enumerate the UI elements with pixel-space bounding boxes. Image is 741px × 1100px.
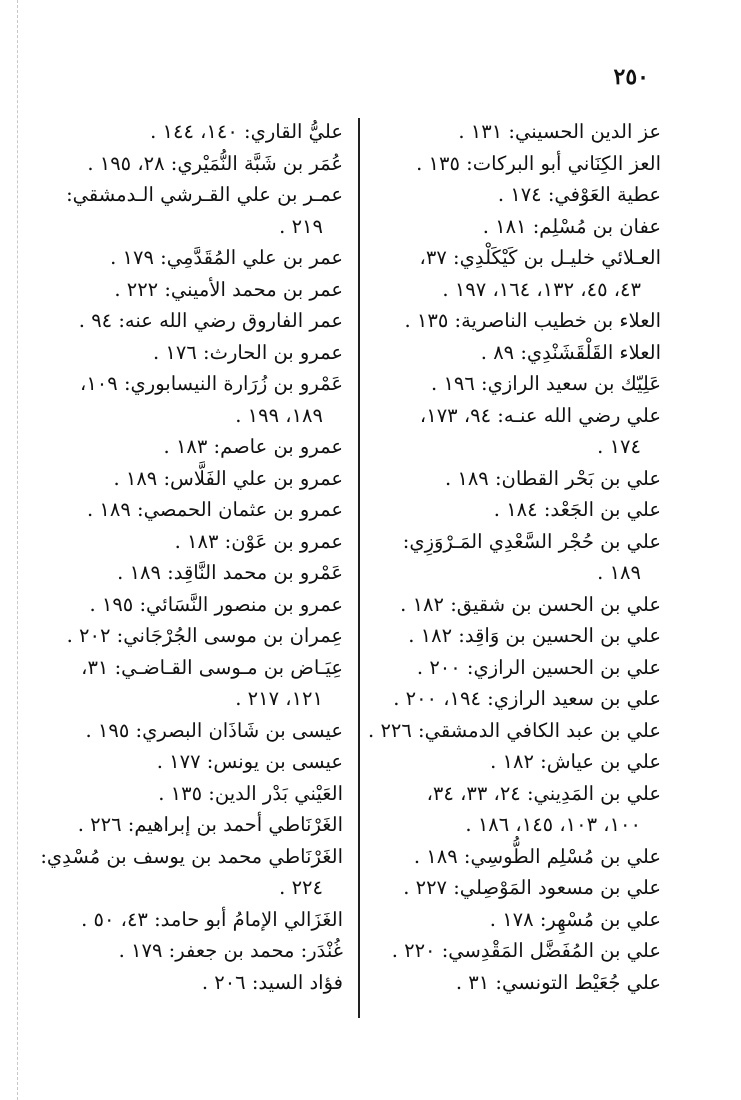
entry-line: عِيَـاض بن مـوسى القـاضـي: ٣١، bbox=[81, 655, 343, 679]
index-entry bbox=[43, 116, 343, 148]
index-entry bbox=[361, 463, 661, 495]
index-entry bbox=[43, 305, 343, 337]
index-entry bbox=[361, 337, 661, 369]
entry-line: غُنْدَر: محمد بن جعفر: ١٧٩ . bbox=[118, 939, 343, 962]
index-entry bbox=[361, 526, 661, 589]
entry-line: علي بن مُسْهِر: ١٧٨ . bbox=[489, 907, 661, 931]
entry-line: عمرو بن عاصم: ١٨٣ . bbox=[163, 435, 343, 458]
index-entry bbox=[361, 872, 661, 904]
index-entry bbox=[43, 746, 343, 778]
entry-line: عمرو بن عثمان الحمصي: ١٨٩ . bbox=[87, 498, 343, 521]
entry-continuation-line: ٤٣، ٤٥، ١٣٢، ١٦٤، ١٩٧ . bbox=[442, 277, 641, 301]
entry-line: علي جُعَيْط التونسي: ٣١ . bbox=[455, 970, 661, 994]
index-entry bbox=[361, 368, 661, 400]
entry-line: الغَرْنَاطي محمد بن يوسف بن مُسْدِي: bbox=[40, 844, 343, 868]
index-entry bbox=[43, 778, 343, 810]
entry-continuation-line: ١٧٤ . bbox=[597, 435, 641, 458]
entry-line: العـلائي خليـل بن كَيْكَلْدِي: ٣٧، bbox=[419, 246, 661, 269]
index-entry bbox=[361, 589, 661, 621]
entry-continuation-line: ٢٢٤ . bbox=[279, 876, 323, 899]
entry-line: علي بن حُجْر السَّعْدِي المَـرْوَزِي: bbox=[402, 529, 661, 553]
entry-line: عَمْرو بن زُرَارة النيسابوري: ١٠٩، bbox=[80, 372, 343, 395]
index-entry bbox=[361, 967, 661, 999]
index-entry bbox=[43, 179, 343, 242]
entry-line: العلاء القَلْقَشَنْدِي: ٨٩ . bbox=[480, 340, 661, 364]
index-entry bbox=[361, 904, 661, 936]
index-entry bbox=[361, 652, 661, 684]
entry-line: الغَزَالي الإمامُ أبو حامد: ٤٣، ٥٠ . bbox=[81, 907, 343, 931]
entry-line: عيسى بن يونس: ١٧٧ . bbox=[156, 750, 343, 773]
entry-line: فؤاد السيد: ٢٠٦ . bbox=[201, 970, 343, 994]
index-entry bbox=[40, 841, 343, 904]
entry-line: عُمَر بن شَبَّة النُّمَيْري: ٢٨، ١٩٥ . bbox=[87, 151, 343, 175]
entry-continuation-line: ١٨٩ . bbox=[597, 561, 641, 584]
entry-line: علي بن عبد الكافي الدمشقي: ٢٢٦ . bbox=[368, 718, 661, 742]
entry-line: العز الكِنَاني أبو البركات: ١٣٥ . bbox=[416, 151, 661, 175]
index-entry bbox=[361, 778, 661, 841]
index-entry bbox=[43, 652, 343, 715]
entry-line: علي بن الحسين الرازي: ٢٠٠ . bbox=[416, 655, 661, 679]
entry-line: عمرو بن الحارث: ١٧٦ . bbox=[152, 340, 343, 364]
entry-line: علي بن عياش: ١٨٢ . bbox=[490, 750, 661, 773]
index-entry bbox=[43, 526, 343, 558]
entry-line: علي بن المُفَضَّل المَقْدِسي: ٢٢٠ . bbox=[391, 939, 661, 962]
index-entry bbox=[43, 620, 343, 652]
index-entry bbox=[43, 274, 343, 306]
index-entry bbox=[43, 148, 343, 180]
index-entry bbox=[43, 715, 343, 747]
entry-line: عليُّ القاري: ١٤٠، ١٤٤ . bbox=[150, 120, 343, 143]
entry-line: علي بن سعيد الرازي: ١٩٤، ٢٠٠ . bbox=[393, 687, 661, 710]
entry-line: علي بن مسعود المَوْصِلي: ٢٢٧ . bbox=[403, 876, 661, 899]
entry-line: عيسى بن شَاذَان البصري: ١٩٥ . bbox=[85, 718, 343, 742]
entry-line: علي بن الحسن بن شقيق: ١٨٢ . bbox=[400, 592, 661, 616]
entry-line: عطية العَوْفي: ١٧٤ . bbox=[497, 183, 661, 206]
entry-line: عَلِيّك بن سعيد الرازي: ١٩٦ . bbox=[431, 372, 661, 395]
entry-line: عفان بن مُسْلِم: ١٨١ . bbox=[482, 214, 661, 238]
index-entry bbox=[361, 620, 661, 652]
entry-line: عمر بن محمد الأميني: ٢٢٢ . bbox=[114, 277, 343, 301]
index-entry bbox=[361, 494, 661, 526]
entry-line: عمرو بن منصور النَّسَائي: ١٩٥ . bbox=[89, 592, 343, 616]
index-entry bbox=[43, 242, 343, 274]
entry-line: علي بن الحسين بن وَاقِد: ١٨٢ . bbox=[408, 624, 661, 647]
entry-line: عمـر بن علي القـرشي الـدمشقي: bbox=[66, 183, 343, 206]
index-entry bbox=[361, 841, 661, 873]
entry-line: عز الدين الحسيني: ١٣١ . bbox=[458, 120, 661, 143]
entry-line: العَيْني بَدْر الدين: ١٣٥ . bbox=[158, 781, 343, 805]
index-entry bbox=[43, 557, 343, 589]
index-entry bbox=[43, 904, 343, 936]
entry-line: علي بن مُسْلِم الطُّوسِي: ١٨٩ . bbox=[413, 844, 661, 868]
entry-line: علي بن المَدِيني: ٢٤، ٣٣، ٣٤، bbox=[426, 781, 661, 805]
entry-continuation-line: ٢١٩ . bbox=[279, 214, 323, 238]
index-entry bbox=[43, 967, 343, 999]
index-entry bbox=[361, 400, 661, 463]
entry-continuation-line: ١٠٠، ١٠٣، ١٤٥، ١٨٦ . bbox=[465, 813, 641, 836]
index-entry bbox=[43, 494, 343, 526]
index-entry bbox=[43, 589, 343, 621]
entry-line: علي رضي الله عنـه: ٩٤، ١٧٣، bbox=[419, 403, 661, 427]
index-entry bbox=[43, 935, 343, 967]
index-entry bbox=[43, 368, 343, 431]
index-entry bbox=[361, 116, 661, 148]
index-entry bbox=[43, 463, 343, 495]
page-number: ٢٥٠ bbox=[613, 64, 649, 90]
entry-line: عمر بن علي المُقَدَّمِي: ١٧٩ . bbox=[110, 246, 343, 269]
index-entry bbox=[361, 683, 661, 715]
index-column-left bbox=[40, 116, 343, 998]
index-entry bbox=[361, 148, 661, 180]
index-entry bbox=[43, 809, 343, 841]
index-entry bbox=[43, 431, 343, 463]
index-entry bbox=[361, 305, 661, 337]
entry-line: الغَرْنَاطي أحمد بن إبراهيم: ٢٢٦ . bbox=[77, 813, 343, 836]
entry-line: العلاء بن خطيب الناصرية: ١٣٥ . bbox=[404, 309, 661, 332]
index-entry bbox=[43, 337, 343, 369]
entry-line: علي بن بَحْر القطان: ١٨٩ . bbox=[444, 466, 661, 490]
index-entry bbox=[361, 715, 661, 747]
entry-line: عمر الفاروق رضي الله عنه: ٩٤ . bbox=[78, 309, 343, 332]
index-entry bbox=[361, 242, 661, 305]
column-divider bbox=[358, 118, 360, 1018]
entry-line: عِمران بن موسى الجُرْجَاني: ٢٠٢ . bbox=[66, 624, 343, 647]
index-entry bbox=[361, 179, 661, 211]
index-column-right bbox=[361, 116, 661, 998]
entry-continuation-line: ١٨٩، ١٩٩ . bbox=[235, 403, 323, 427]
scan-edge-line bbox=[17, 0, 18, 1100]
entry-line: عَمْرو بن محمد النَّاقِد: ١٨٩ . bbox=[117, 561, 343, 584]
entry-line: علي بن الجَعْد: ١٨٤ . bbox=[493, 498, 661, 521]
index-entry bbox=[361, 935, 661, 967]
index-entry bbox=[361, 211, 661, 243]
entry-line: عمرو بن عَوْن: ١٨٣ . bbox=[174, 529, 343, 553]
index-entry bbox=[361, 746, 661, 778]
entry-line: عمرو بن علي الفَلَّاس: ١٨٩ . bbox=[113, 466, 343, 490]
entry-continuation-line: ١٢١، ٢١٧ . bbox=[235, 687, 323, 710]
